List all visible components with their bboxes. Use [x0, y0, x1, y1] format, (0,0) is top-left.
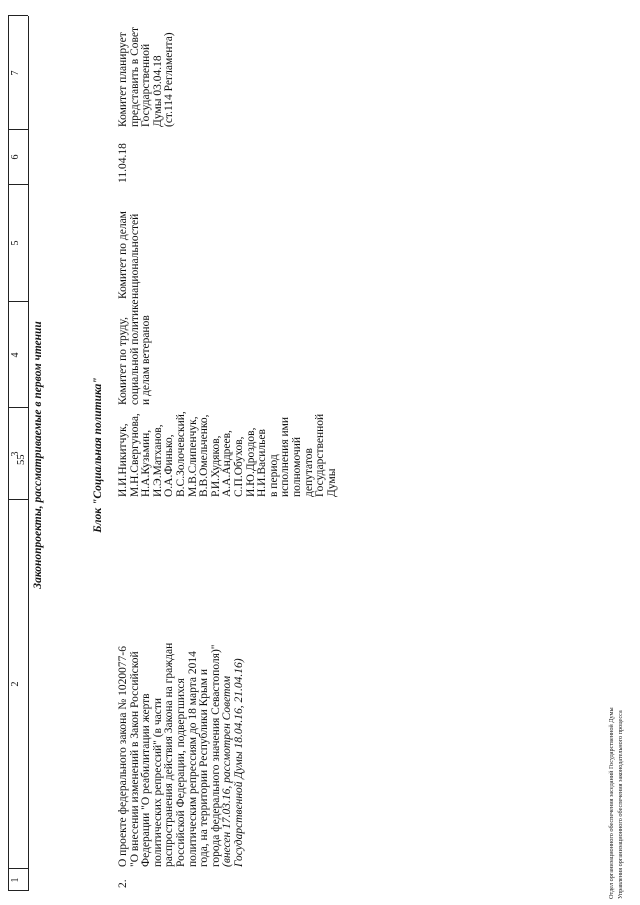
author-line: И.Э.Матханов, [151, 424, 164, 497]
co-committee-line: Комитет по делам [117, 211, 129, 299]
bill-authors [118, 407, 338, 497]
author-line: полномочий [290, 437, 303, 497]
note-line: (ст.114 Регламента) [163, 32, 176, 127]
column-number-3: 3 [10, 451, 21, 457]
bill-title-line: политических репрессий" (в части [151, 697, 164, 867]
author-line: М.В.Слипенчук, [186, 416, 199, 497]
note-line: Государственной [140, 43, 153, 127]
bill-title-note-line: Государственной Думы 18.04.16, 21.04.16) [232, 658, 245, 867]
note-line: Думы 03.04.18 [151, 55, 164, 127]
section-heading: Законопроекты, рассматриваемые в первом чтении [32, 321, 44, 589]
bill-title-line: О проекте федерального закона № 1020077-6 [117, 646, 129, 867]
author-line: исполнения ими [279, 416, 292, 497]
author-line: Думы [325, 468, 338, 497]
column-number-4: 4 [10, 352, 21, 358]
footer-line: Отдел организационного обеспечения заседаний Государственной Думы [608, 707, 615, 899]
bill-title-line: распространения действия Закона на граждан [163, 642, 176, 867]
author-line: Государственной [314, 413, 327, 497]
co-executor-committee [118, 187, 141, 299]
bill-title-line: Федерации "О реабилитации жертв [140, 693, 153, 867]
note-line: представить в Совет [128, 26, 141, 127]
column-number-5: 5 [10, 240, 21, 246]
author-line: В.С.Золочевский, [174, 411, 187, 497]
column-number-2: 2 [10, 681, 21, 687]
author-line: Р.И.Худяков, [209, 435, 222, 497]
author-line: О.А.Финько, [163, 434, 176, 497]
column-divider [8, 499, 28, 500]
author-line: Н.А.Кузьмин, [140, 429, 153, 497]
committee-line: социальной политике [128, 299, 141, 405]
author-line: И.И.Никитчук, [117, 423, 129, 497]
committee-line: Комитет по труду, [117, 317, 129, 405]
author-line: С.П.Обухов, [232, 436, 245, 497]
committee-note [118, 17, 176, 127]
co-committee-line: национальностей [128, 213, 141, 299]
column-number-1: 1 [10, 877, 21, 883]
footer-line: Управления организационного обеспечения законодательного процесса [616, 710, 624, 899]
author-line: А.А.Андреев, [221, 430, 234, 497]
author-line: И.Ю.Дроздов, [244, 427, 257, 497]
bill-title-note-line: (внесен 17.03.16, рассмотрен Советом [221, 675, 234, 867]
row-number: 2. [117, 879, 129, 888]
author-line: в период [267, 454, 280, 497]
column-divider [8, 301, 28, 302]
review-date: 11.04.18 [117, 143, 129, 183]
column-divider [8, 129, 28, 130]
block-heading: Блок "Социальная политика" [92, 377, 104, 533]
column-divider [8, 184, 28, 185]
column-divider [8, 890, 28, 891]
bill-title-line: города федерального значения Севастополя)" [209, 644, 222, 867]
page-number: 55 [16, 454, 27, 465]
note-line: Комитет планирует [117, 32, 129, 127]
author-line: В.В.Омельченко, [198, 414, 211, 497]
author-line: Н.И.Васильев [256, 429, 269, 497]
committee-line: и делам ветеранов [140, 315, 153, 405]
author-line: М.Н.Свергунова, [128, 413, 141, 497]
column-number-6: 6 [10, 154, 21, 160]
column-divider [8, 868, 28, 869]
author-line: депутатов [302, 448, 315, 497]
bill-title [118, 502, 246, 867]
column-number-7: 7 [10, 70, 21, 76]
footer [608, 707, 625, 899]
bill-title-line: "О внесении изменений в Закон Российской [128, 651, 141, 867]
responsible-committee [118, 295, 153, 405]
bill-title-line: Российской Федерации, подвергшихся [174, 678, 187, 867]
bill-title-line: политическим репрессиям до 18 марта 2014 [186, 651, 199, 867]
header-top-border [8, 16, 9, 891]
header-bottom-border [28, 16, 29, 891]
column-divider [8, 407, 28, 408]
column-divider [8, 15, 28, 16]
bill-title-line: года, на территории Республики Крым и [198, 668, 211, 867]
